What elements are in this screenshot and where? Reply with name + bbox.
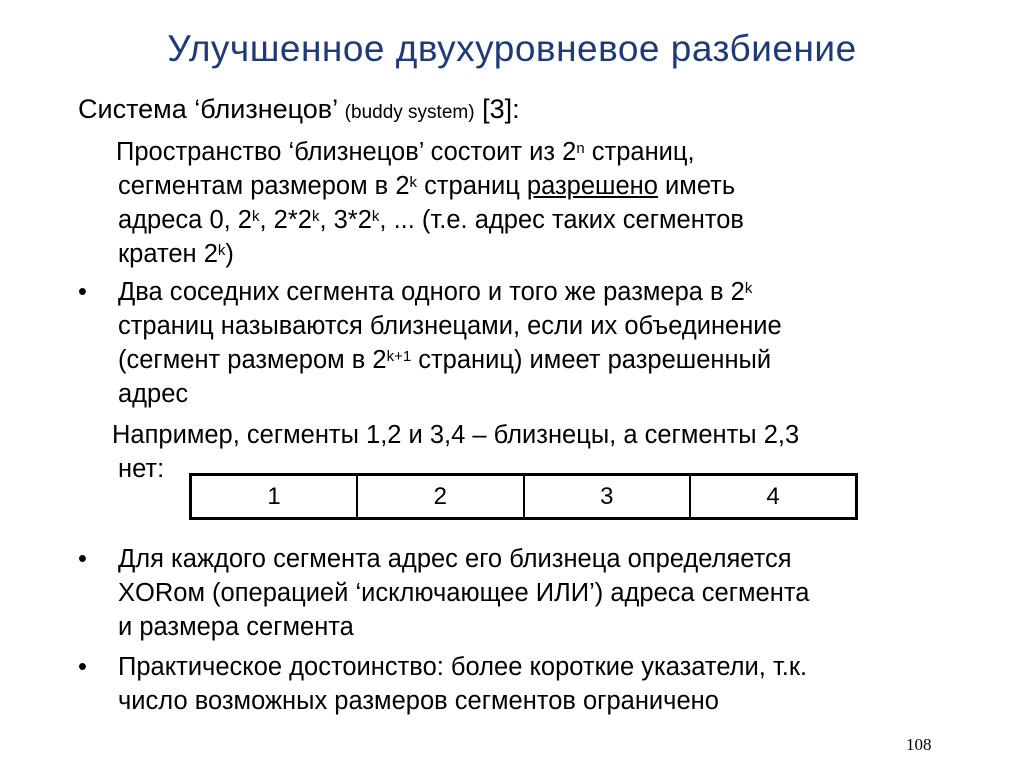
bullet-icon: • xyxy=(78,278,87,306)
segment-cell: 1 xyxy=(191,475,358,519)
bullet-icon: • xyxy=(78,545,87,573)
bullet1-text: Два соседних сегмента одного и того же размера в 2$^k$ страниц называются близнецами, если их объединение (сегмент размером в $2^{k+1}$ страниц) имеет разрешенный адрес xyxy=(118,278,782,408)
para1-line1: Пространство ‘близнецов’ состоит из 2$^n$ страниц, xyxy=(116,138,695,166)
bullet-icon: • xyxy=(78,653,87,681)
heading-paren: (buddy system) xyxy=(344,102,475,123)
bullet3-text: Практическое достоинство: более короткие указатели, т.к. число возможных размеров сегментов ограничено xyxy=(118,653,808,715)
segment-cell: 2 xyxy=(357,475,524,519)
bullet2-text: Для каждого сегмента адрес его близнеца определяется XORом (операцией ‘исключающее ИЛИ’) адреса сегмента и размера сегмента xyxy=(118,545,810,641)
table-row xyxy=(191,475,857,519)
segment-cell: 4 xyxy=(690,475,857,519)
page-number: 108 xyxy=(906,735,932,754)
bullet-practical-advantage xyxy=(78,650,978,720)
bullet-buddies-definition xyxy=(78,275,978,415)
slide-title: Улучшенное двухуровневое разбиение xyxy=(167,28,857,69)
para1-line2: сегментам размером в 2$^k$ страниц разрешено иметь xyxy=(118,172,736,200)
segments-table xyxy=(189,473,858,520)
section-heading xyxy=(78,94,520,125)
para1-line3: адреса 0, 2$^k$, 2*2$^k$, 3*2$^k$, ... (т.е. адрес таких сегментов xyxy=(118,206,744,234)
segment-cell: 3 xyxy=(524,475,691,519)
heading-ref: [3]: xyxy=(482,94,520,124)
paragraph-buddy-space xyxy=(116,135,976,271)
para1-line4: кратен 2$^k$) xyxy=(118,240,234,268)
example-line2: нет: xyxy=(118,455,165,483)
heading-main: Система ‘близнецов’ xyxy=(78,94,338,124)
bullet-xor-address xyxy=(78,542,978,647)
example-line1: Например, сегменты 1,2 и 3,4 – близнецы, а сегменты 2,3 xyxy=(112,421,800,449)
